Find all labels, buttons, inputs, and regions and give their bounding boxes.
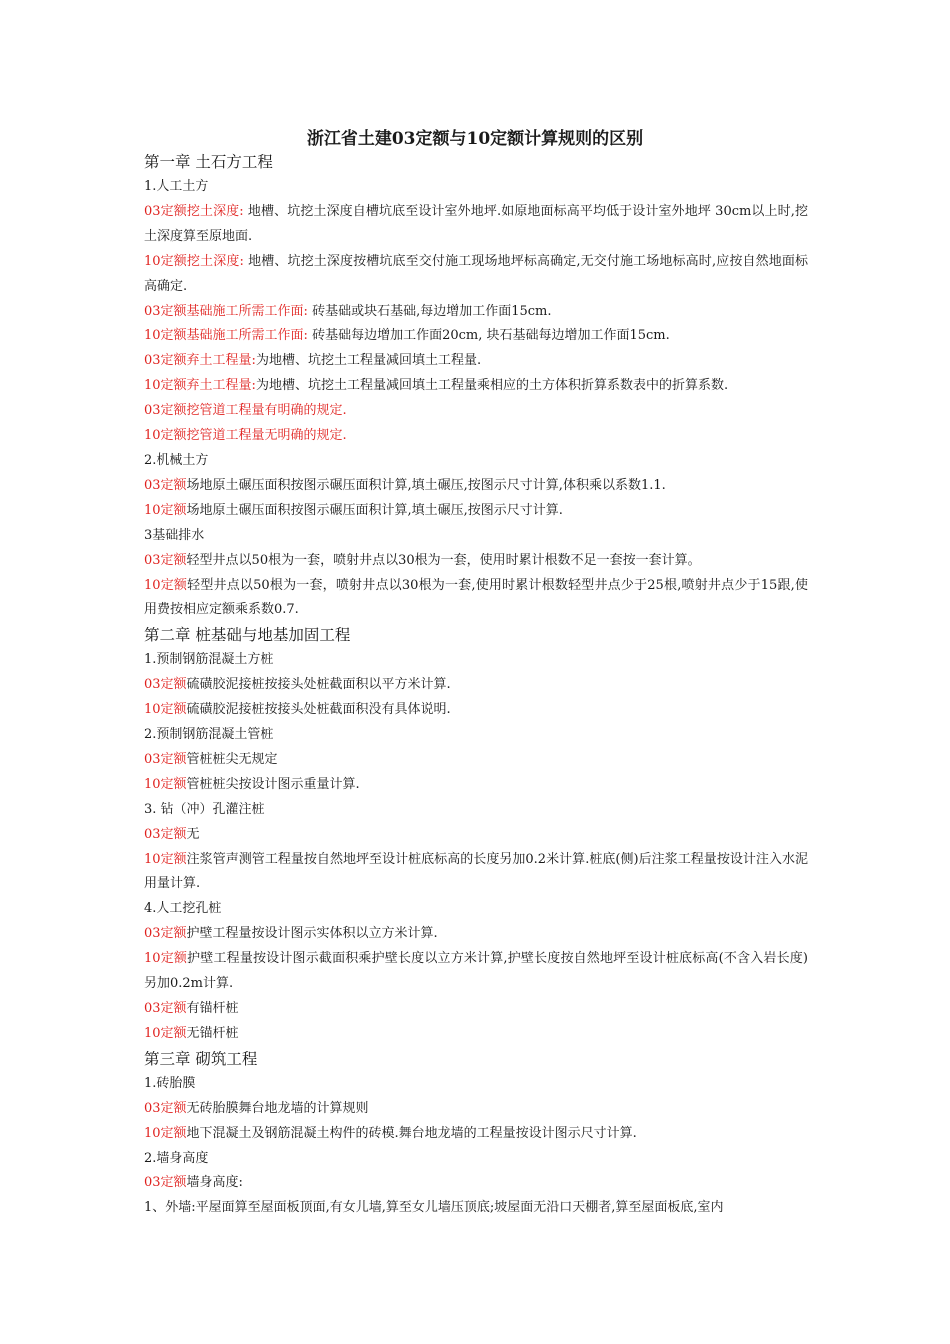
- rule-text: 场地原土碾压面积按图示碾压面积计算,填土碾压,按图示尺寸计算,体积乘以系数1.1.: [186, 477, 666, 493]
- rule-text: 无锚杆桩: [186, 1025, 239, 1041]
- quota-label: 03定额: [144, 826, 187, 842]
- rule-item: [144, 773, 808, 798]
- quota-label: 03定额: [144, 552, 187, 568]
- rule-text: 无砖胎膜舞台地龙墙的计算规则: [186, 1100, 369, 1116]
- quota-label: 10定额挖土深度:: [144, 253, 244, 269]
- rule-item: [144, 673, 808, 698]
- section-heading: 2.机械土方: [144, 452, 209, 468]
- quota-label: 03定额弃土工程量:: [144, 353, 256, 369]
- rule-item: [144, 549, 808, 574]
- rule-item: [144, 300, 808, 325]
- rule-text: 硫磺胶泥接桩按接头处桩截面积以平方米计算.: [186, 677, 451, 693]
- rule-item: [144, 997, 808, 1022]
- rule-item: [144, 848, 808, 898]
- quota-label: 10定额: [144, 1125, 187, 1141]
- rule-text: 轻型井点以50根为一套，喷射井点以30根为一套，使用时累计根数不足一套按一套计算。: [186, 552, 701, 568]
- rule-item: [144, 574, 808, 624]
- quota-label: 03定额挖管道工程量有明确的规定.: [144, 403, 347, 419]
- rule-text: 地下混凝土及钢筋混凝土构件的砖模.舞台地龙墙的工程量按设计图示尺寸计算.: [186, 1125, 637, 1141]
- rule-item: [144, 499, 808, 524]
- quota-label: 03定额: [144, 1100, 187, 1116]
- chapter-heading: 第一章 土石方工程: [144, 153, 273, 171]
- chapter-heading: 第二章 桩基础与地基加固工程: [144, 626, 351, 645]
- rule-text: 硫磺胶泥接桩按接头处桩截面积没有具体说明.: [186, 702, 451, 718]
- rule-item: [144, 424, 808, 449]
- rule-text: 砖基础每边增加工作面20cm, 块石基础每边增加工作面15cm.: [307, 328, 670, 344]
- chapter-heading: 第三章 砌筑工程: [144, 1049, 258, 1068]
- rule-text: 为地槽、坑挖土工程量减回填土工程量乘相应的土方体积折算系数表中的折算系数.: [255, 378, 729, 394]
- rule-item: [144, 474, 808, 499]
- document-title: 浙江省土建03定额与10定额计算规则的区别: [306, 129, 644, 149]
- rule-item: [144, 947, 808, 997]
- quota-label: 03定额: [144, 1001, 187, 1016]
- section-heading: 1.砖胎膜: [144, 1075, 196, 1091]
- section-heading: 3. 钻（冲）孔灌注桩: [144, 801, 265, 817]
- quota-label: 10定额弃土工程量:: [144, 378, 256, 394]
- rule-item: [144, 698, 808, 723]
- rule-item: [144, 748, 808, 773]
- quota-label: 10定额: [144, 851, 187, 867]
- quota-label: 10定额: [144, 702, 187, 718]
- rule-text: 地槽、坑挖土深度按槽坑底至交付施工现场地坪标高确定,无交付施工场地标高时,应按自然地面标高确定.: [144, 253, 808, 294]
- rule-item: [144, 399, 808, 424]
- rule-text: 护壁工程量按设计图示截面积乘护壁长度以立方米计算,护壁长度按自然地坪至设计桩底标高(不含入岩长度)另加0.2m计算.: [144, 951, 809, 992]
- rule-text: 有锚杆桩: [186, 1001, 239, 1016]
- quota-label: 10定额基础施工所需工作面:: [144, 328, 308, 344]
- rule-text: 管桩桩尖按设计图示重量计算.: [186, 776, 360, 792]
- quota-label: 10定额: [144, 776, 187, 792]
- rule-item: [144, 200, 808, 250]
- quota-label: 03定额: [144, 677, 187, 693]
- rule-text: 无: [186, 826, 200, 842]
- rule-item: [144, 1171, 808, 1196]
- rule-item: [144, 823, 808, 848]
- rule-item: [144, 349, 808, 374]
- section-heading: 2.预制钢筋混凝土管桩: [144, 727, 274, 743]
- quota-label: 03定额: [144, 751, 187, 767]
- rule-item: [144, 324, 808, 349]
- section-heading: 3基础排水: [144, 527, 205, 543]
- document-body: [144, 150, 808, 1221]
- section-heading: 1.人工土方: [144, 179, 209, 194]
- quota-label: 03定额: [144, 477, 187, 493]
- quota-label: 03定额: [144, 1175, 187, 1191]
- rule-text: 砖基础或块石基础,每边增加工作面15cm.: [307, 303, 552, 319]
- rule-item: [144, 374, 808, 399]
- rule-text: 注浆管声测管工程量按自然地坪至设计桩底标高的长度另加0.2米计算.桩底(侧)后注浆工程量按设计注入水泥用量计算.: [144, 851, 809, 892]
- quota-label: 10定额: [144, 502, 187, 518]
- quota-label: 10定额: [144, 1025, 187, 1041]
- quota-label: 10定额: [144, 951, 188, 967]
- rule-item: [144, 1022, 808, 1047]
- rule-item: [144, 1122, 808, 1147]
- quota-label: 03定额挖土深度:: [144, 203, 244, 219]
- section-heading: 1.预制钢筋混凝土方桩: [144, 652, 274, 668]
- section-heading: 1、外墙:平屋面算至屋面板顶面,有女儿墙,算至女儿墙压顶底;坡屋面无沿口天棚者,算至屋面板底,室内: [144, 1200, 724, 1216]
- section-heading: 4.人工挖孔桩: [144, 901, 222, 917]
- section-heading: 2.墙身高度: [144, 1150, 209, 1166]
- quota-label: 10定额挖管道工程量无明确的规定.: [144, 428, 347, 444]
- quota-label: 03定额基础施工所需工作面:: [144, 303, 308, 319]
- rule-item: [144, 1097, 808, 1122]
- rule-text: 管桩桩尖无规定: [186, 751, 278, 767]
- rule-text: 地槽、坑挖土深度自槽坑底至设计室外地坪.如原地面标高平均低于设计室外地坪 30cm以上时,挖土深度算至原地面.: [144, 203, 808, 244]
- rule-text: 轻型井点以50根为一套，喷射井点以30根为一套,使用时累计根数轻型井点少于25根,喷射井点少于15跟,使用费按相应定额乘系数0.7.: [144, 577, 808, 618]
- rule-item: [144, 922, 808, 947]
- rule-text: 墙身高度:: [186, 1175, 243, 1191]
- quota-label: 10定额: [144, 577, 188, 593]
- rule-text: 护壁工程量按设计图示实体积以立方米计算.: [186, 926, 438, 942]
- quota-label: 03定额: [144, 926, 187, 942]
- rule-text: 场地原土碾压面积按图示碾压面积计算,填土碾压,按图示尺寸计算.: [186, 502, 563, 518]
- rule-text: 为地槽、坑挖土工程量减回填土工程量.: [255, 353, 482, 369]
- rule-item: [144, 250, 808, 300]
